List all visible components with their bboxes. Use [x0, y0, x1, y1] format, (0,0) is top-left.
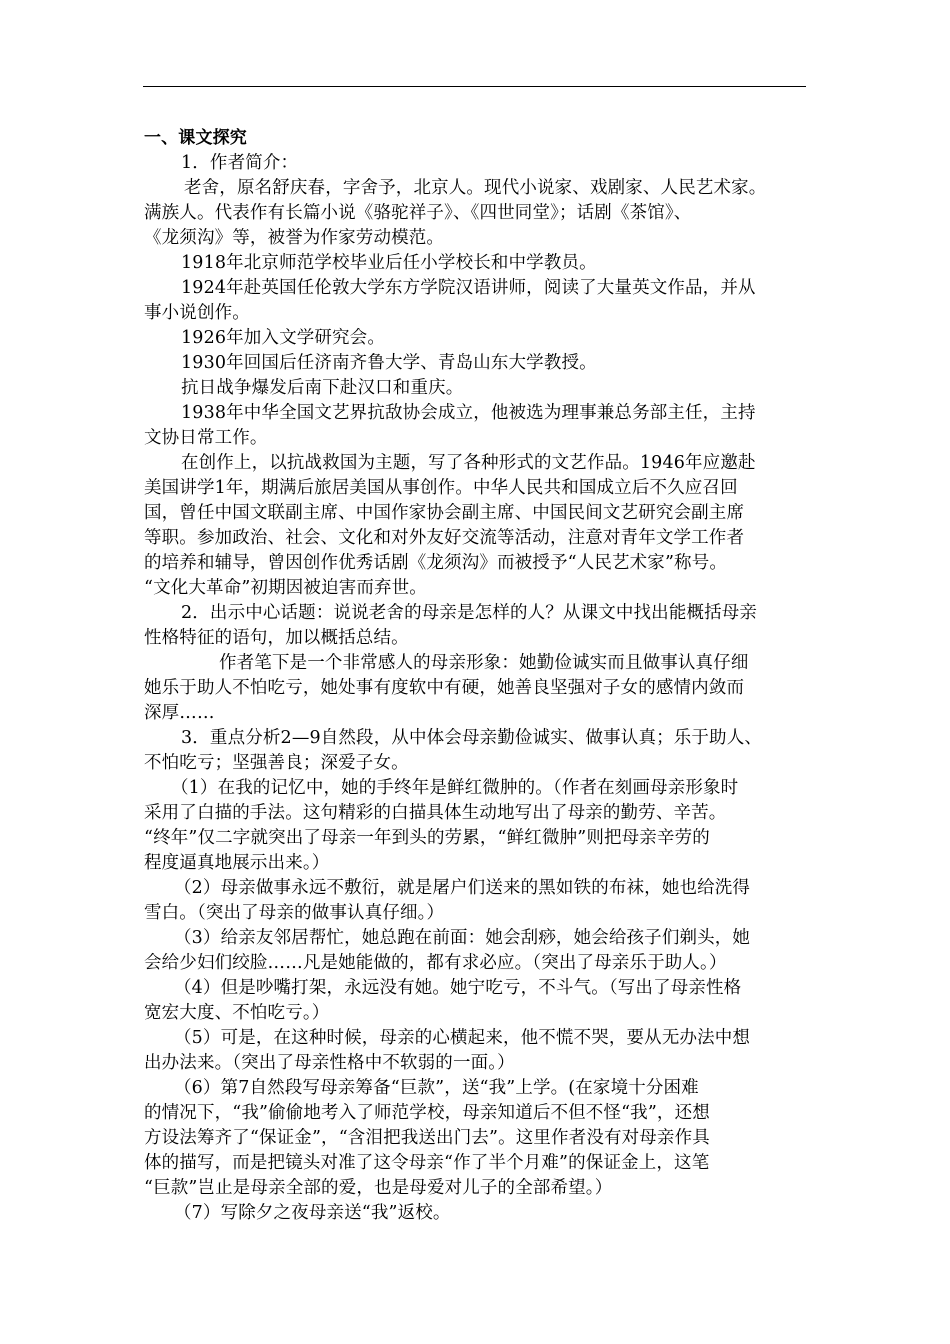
text-line: 等职。参加政治、社会、文化和对外友好交流等活动，注意对青年文学工作者 [144, 528, 745, 548]
text-line: “巨款”岂止是母亲全部的爱，也是母爱对儿子的全部希望。） [144, 1178, 613, 1198]
text-line: 不怕吃亏；坚强善良；深爱子女。 [144, 753, 409, 773]
text-line: 国，曾任中国文联副主席、中国作家协会副主席、中国民间文艺研究会副主席 [144, 503, 745, 523]
text-line: 性格特征的语句，加以概括总结。 [144, 628, 409, 648]
text-line: 美国讲学1年，期满后旅居美国从事创作。中华人民共和国成立后不久应召回 [144, 478, 738, 498]
text-line: 3．重点分析2—9自然段，从中体会母亲勤俭诚实、做事认真；乐于助人、 [181, 728, 762, 748]
text-line: （7）写除夕之夜母亲送“我”返校。 [174, 1203, 451, 1223]
text-line: 事小说创作。 [144, 303, 250, 323]
text-line: 方设法筹齐了“保证金”，“含泪把我送出门去”。这里作者没有对母亲作具 [144, 1128, 710, 1148]
text-line: 会给少妇们绞脸……凡是她能做的，都有求必应。（突出了母亲乐于助人。） [144, 953, 727, 973]
text-line: 采用了白描的手法。这句精彩的白描具体生动地写出了母亲的勤劳、辛苦。 [144, 803, 727, 823]
text-line: （2）母亲做事永远不敷衍，就是屠户们送来的黑如铁的布袜，她也给洗得 [174, 878, 751, 898]
text-line: 的培养和辅导，曾因创作优秀话剧《龙须沟》而被授予“人民艺术家”称号。 [144, 553, 727, 573]
text-line: 文协日常工作。 [144, 428, 268, 448]
text-line: “文化大革命”初期因被迫害而弃世。 [144, 578, 427, 598]
text-line: 抗日战争爆发后南下赴汉口和重庆。 [181, 378, 464, 398]
text-line: 她乐于助人不怕吃亏，她处事有度软中有硬，她善良坚强对子女的感情内敛而 [144, 678, 745, 698]
text-line: 《龙须沟》等，被誉为作家劳动模范。 [144, 228, 445, 248]
text-line: 1．作者简介： [181, 153, 299, 173]
text-line: 的情况下，“我”偷偷地考入了师范学校，母亲知道后不但不怪“我”，还想 [144, 1103, 710, 1123]
text-line: （4）但是吵嘴打架，永远没有她。她宁吃亏，不斗气。（写出了母亲性格 [174, 978, 742, 998]
text-line: 宽宏大度、不怕吃亏。） [144, 1003, 330, 1023]
header-rule [143, 86, 806, 87]
text-line: “终年”仅二字就突出了母亲一年到头的劳累，“鲜红微肿”则把母亲辛劳的 [144, 828, 710, 848]
text-line: （3）给亲友邻居帮忙，她总跑在前面：她会刮痧，她会给孩子们剃头，她 [174, 928, 751, 948]
text-line: 2．出示中心话题：说说老舍的母亲是怎样的人？从课文中找出能概括母亲 [181, 603, 758, 623]
section-title: 一、课文探究 [144, 128, 247, 148]
text-line: （6）第7自然段写母亲筹备“巨款”，送“我”上学。(在家境十分困难 [174, 1078, 699, 1098]
text-line: 深厚…… [144, 703, 215, 723]
text-line: 雪白。（突出了母亲的做事认真仔细。） [144, 903, 445, 923]
text-line: 1938年中华全国文艺界抗敌协会成立，他被选为理事兼总务部主任，主持 [181, 403, 756, 423]
text-line: 出办法来。（突出了母亲性格中不软弱的一面。） [144, 1053, 515, 1073]
text-line: 1926年加入文学研究会。 [181, 328, 385, 348]
text-line: 1918年北京师范学校毕业后任小学校长和中学教员。 [181, 253, 597, 273]
text-line: 1930年回国后任济南齐鲁大学、青岛山东大学教授。 [181, 353, 597, 373]
text-line: 体的描写，而是把镜头对准了这令母亲“作了半个月难”的保证金上，这笔 [144, 1153, 710, 1173]
text-line: 老舍，原名舒庆春，字舍予，北京人。现代小说家、戏剧家、人民艺术家。 [184, 178, 767, 198]
text-line: （1）在我的记忆中，她的手终年是鲜红微肿的。（作者在刻画母亲形象时 [171, 778, 739, 798]
text-line: （5）可是，在这种时候，母亲的心横起来，他不慌不哭，要从无办法中想 [174, 1028, 751, 1048]
text-line: 满族人。代表作有长篇小说《骆驼祥子》、《四世同堂》；话剧《茶馆》、 [144, 203, 692, 223]
text-line: 在创作上，以抗战救国为主题，写了各种形式的文艺作品。1946年应邀赴 [181, 453, 756, 473]
text-line: 作者笔下是一个非常感人的母亲形象：她勤俭诚实而且做事认真仔细 [219, 653, 749, 673]
document-body [144, 126, 808, 1226]
text-line: 程度逼真地展示出来。） [144, 853, 330, 873]
text-line: 1924年赴英国任伦敦大学东方学院汉语讲师，阅读了大量英文作品，并从 [181, 278, 756, 298]
